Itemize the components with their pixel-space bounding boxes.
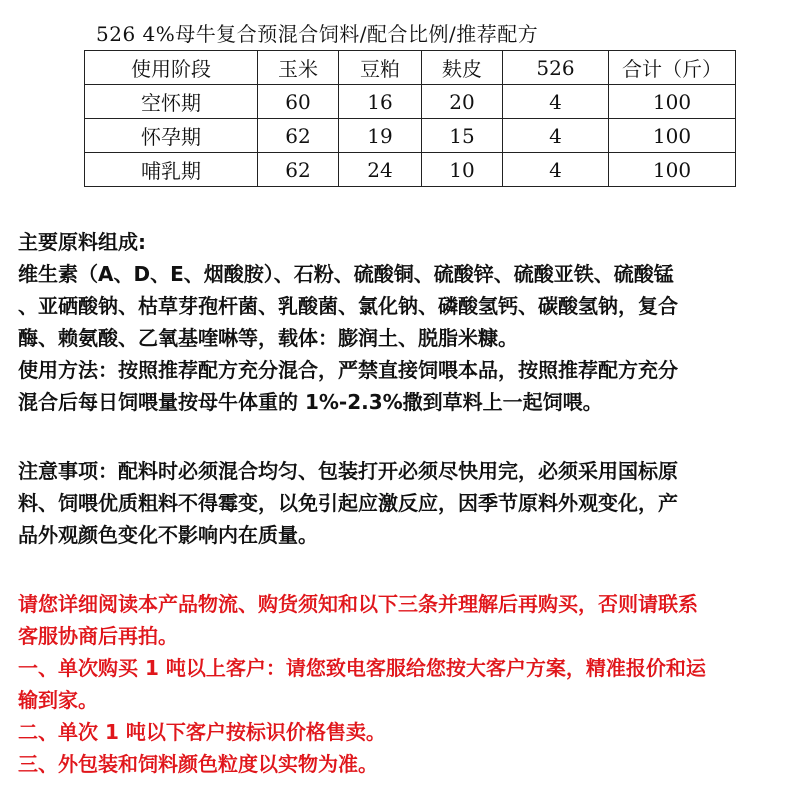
notice-line: 二、单次 1 吨以下客户按标识价格售卖。: [18, 720, 386, 744]
cell-stage: 空怀期: [85, 85, 258, 119]
cell-corn: 62: [258, 153, 339, 187]
notice-line: 三、外包装和饲料颜色粒度以实物为准。: [18, 752, 378, 776]
notice-line: 一、单次购买 1 吨以上客户：请您致电客服给您按大客户方案，精准报价和运: [18, 656, 706, 680]
cell-bran: 20: [422, 85, 503, 119]
notice-line: 客服协商后再拍。: [18, 624, 178, 648]
cell-soybean-meal: 19: [339, 119, 422, 153]
cell-soybean-meal: 24: [339, 153, 422, 187]
notes-section: [18, 455, 790, 551]
header-bran: 麸皮: [422, 51, 503, 85]
formula-table: [84, 50, 736, 187]
header-corn: 玉米: [258, 51, 339, 85]
ingredients-section: [18, 226, 790, 354]
table-row: [85, 119, 736, 153]
notes-line: 料、饲喂优质粗料不得霉变，以免引起应激反应，因季节原料外观变化，产: [18, 491, 678, 515]
ingredients-heading: 主要原料组成:: [18, 230, 146, 254]
ingredients-line: 、亚硒酸钠、枯草芽孢杆菌、乳酸菌、氯化钠、磷酸氢钙、碳酸氢钠，复合: [18, 294, 678, 318]
ingredients-line: 酶、赖氨酸、乙氧基喹啉等，载体：膨润土、脱脂米糠。: [18, 326, 518, 350]
notice-line: 请您详细阅读本产品物流、购货须知和以下三条并理解后再购买，否则请联系: [18, 592, 698, 616]
cell-soybean-meal: 16: [339, 85, 422, 119]
cell-526: 4: [503, 153, 609, 187]
table-row: [85, 85, 736, 119]
notice-line: 输到家。: [18, 688, 98, 712]
usage-section: [18, 354, 790, 418]
table-row: [85, 153, 736, 187]
header-526: 526: [503, 51, 609, 85]
cell-bran: 15: [422, 119, 503, 153]
cell-total: 100: [609, 153, 736, 187]
formula-title: 526 4%母牛复合预混合饲料/配合比例/推荐配方: [96, 22, 539, 46]
cell-526: 4: [503, 119, 609, 153]
header-stage: 使用阶段: [85, 51, 258, 85]
cell-stage: 哺乳期: [85, 153, 258, 187]
notes-line: 注意事项：配料时必须混合均匀、包装打开必须尽快用完，必须采用国标原: [18, 459, 678, 483]
usage-line: 混合后每日饲喂量按母牛体重的 1%-2.3%撒到草料上一起饲喂。: [18, 390, 603, 414]
cell-bran: 10: [422, 153, 503, 187]
header-soybean-meal: 豆粕: [339, 51, 422, 85]
purchase-notice-section: [18, 588, 790, 780]
cell-total: 100: [609, 119, 736, 153]
header-total: 合计（斤）: [609, 51, 736, 85]
cell-stage: 怀孕期: [85, 119, 258, 153]
cell-corn: 62: [258, 119, 339, 153]
cell-corn: 60: [258, 85, 339, 119]
usage-line: 使用方法：按照推荐配方充分混合，严禁直接饲喂本品，按照推荐配方充分: [18, 358, 678, 382]
cell-total: 100: [609, 85, 736, 119]
ingredients-line: 维生素（A、D、E、烟酸胺）、石粉、硫酸铜、硫酸锌、硫酸亚铁、硫酸锰: [18, 262, 674, 286]
cell-526: 4: [503, 85, 609, 119]
table-header-row: [85, 51, 736, 85]
notes-line: 品外观颜色变化不影响内在质量。: [18, 523, 318, 547]
